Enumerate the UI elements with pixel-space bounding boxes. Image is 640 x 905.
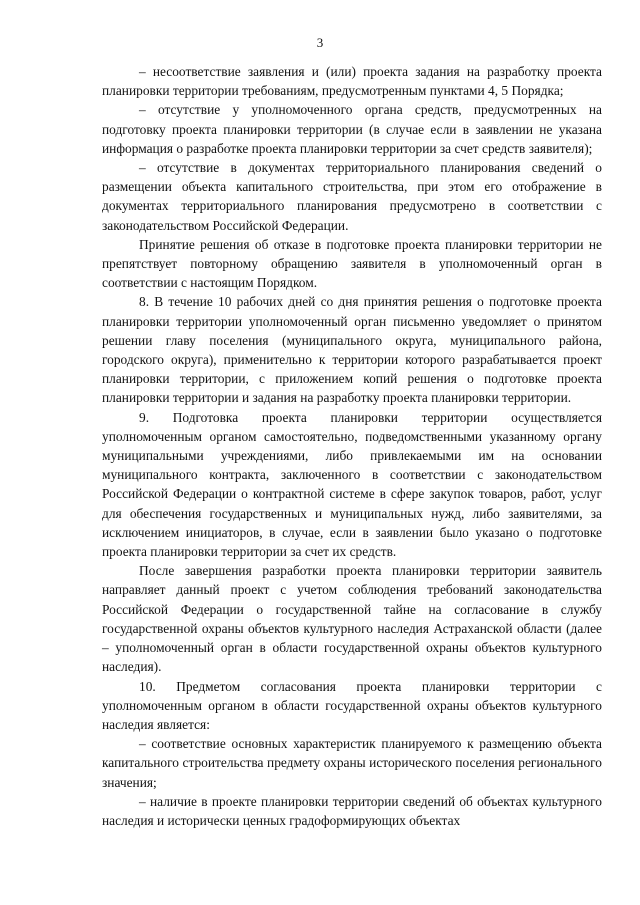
paragraph-item-10-point-1: – соответствие основных характеристик планируемого к размещению объекта капитального строительства предмету охраны исторического поселения регионального значения; bbox=[102, 736, 602, 790]
paragraph-refusal-ground-nonconformity: – несоответствие заявления и (или) проекта задания на разработку проекта планировки территории требованиям, предусмотренным пунктами 4, 5 Порядка; bbox=[102, 64, 602, 99]
paragraph-after-development: После завершения разработки проекта планировки территории заявитель направляет данный проект с учетом соблюдения требований законодательства Российской Федерации о государственной тайне на согласование в службу государственной охраны объектов культурного наследия Астраханской области (далее – уполномоченный орган в области государственной охраны объектов культурного наследия). bbox=[102, 563, 602, 675]
paragraph-item-10: 10. Предметом согласования проекта планировки территории с уполномоченным органом в области государственной охраны объектов культурного наследия является: bbox=[102, 678, 602, 732]
paragraph-item-9: 9. Подготовка проекта планировки территории осуществляется уполномоченным органом самостоятельно, подведомственными указанному органу муниципальными учреждениями, либо привлекаемыми им на основании муниципального контракта, заключенного в соответствии с законодательством Российской Федерации о контрактной системе в сфере закупок товаров, работ, услуг для обеспечения государственных и муниципальных нужд, либо заявителями, за исключением инициаторов, в случае, если в заявлении было указано о подготовке проекта планировки территории за счет их средств. bbox=[102, 409, 602, 560]
document-body bbox=[102, 62, 602, 830]
paragraph-refusal-ground-no-info: – отсутствие в документах территориального планирования сведений о размещении объекта капитального строительства, при этом его отображение в документах территориального планирования предусмотрено в соответствии с законодательством Российской Федерации. bbox=[102, 160, 602, 233]
paragraph-item-10-point-2: – наличие в проекте планировки территории сведений об объектах культурного наследия и исторически ценных градоформирующих объектах bbox=[102, 793, 602, 828]
page-number: 3 bbox=[316, 35, 324, 50]
paragraph-item-8: 8. В течение 10 рабочих дней со дня принятия решения о подготовке проекта планировки территории уполномоченный орган письменно уведомляет о принятом решении главу поселения (муниципального округа, муниципального района, городского округа), применительно к территории которого разрабатывается проект планировки территории, с приложением копий решения о подготовке проекта планировки территории и задания на разработку проекта планировки территории. bbox=[102, 294, 602, 406]
paragraph-refusal-ground-no-funds: – отсутствие у уполномоченного органа средств, предусмотренных на подготовку проекта планировки территории (в случае если в заявлении не указана информация о разработке проекта планировки территории за счет средств заявителя); bbox=[102, 102, 602, 156]
paragraph-refusal-no-obstacle: Принятие решения об отказе в подготовке проекта планировки территории не препятствует повторному обращению заявителя в уполномоченный орган в соответствии с настоящим Порядком. bbox=[102, 236, 602, 291]
